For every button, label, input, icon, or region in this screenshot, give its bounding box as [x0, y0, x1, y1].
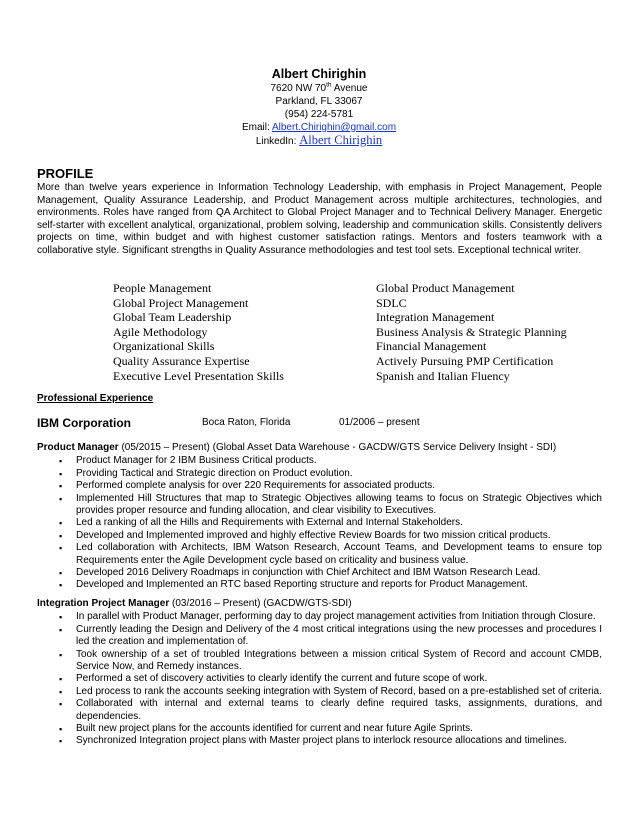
list-item: ▪ Took ownership of a set of troubled Integrations between a mission critical System of Record and account CMDB, Service Now, and Remedy instances.	[37, 649, 602, 674]
skills-left-column	[113, 281, 353, 383]
company-name: IBM Corporation	[37, 416, 131, 430]
list-item: ▪ In parallel with Product Manager, performing day to day project management activities from Initiation through Closure.	[37, 611, 602, 623]
skill-item: Integration Management	[376, 310, 495, 325]
list-item: ▪ Performed a set of discovery activities to clearly identify the current and future scope of work.	[37, 673, 602, 685]
list-item: ▪ Implemented Hill Structures that map to Strategic Objectives allowing teams to focus on Strategic Objectives which provides proper resource and funding allocation, and clear visibility to Executives.	[37, 493, 602, 518]
list-item: ▪ Developed and Implemented an RTC based Reporting structure and reports for Product Management.	[37, 579, 602, 591]
role-integration-project-manager	[37, 598, 602, 748]
profile-summary: More than twelve years experience in Information Technology Leadership, with emphasis in Project Management, People Management, Quality Assurance Leadership, and Product Management across multiple architectures, technologies, and environments. Roles have ranged from QA Architect to Global Project Manager and to Technical Delivery Manager. Energetic self-starter with excellent analytical, organizational, problem solving, leadership and communication skills. Consistently delivers projects on time, within budget and with highest customer satisfaction ratings. Mentors and fosters teamwork with a collaborative style. Significant strengths in Quality Assurance methodologies and test tool sets. Exceptional technical writer.	[37, 182, 602, 256]
linkedin-label: LinkedIn:	[255, 136, 300, 147]
skill-item: Business Analysis & Strategic Planning	[376, 324, 567, 339]
experience-heading: Professional Experience	[37, 393, 154, 404]
company-location: Boca Raton, Florida	[202, 417, 291, 428]
company-row	[37, 415, 602, 431]
street-address	[0, 82, 638, 95]
skill-item: Spanish and Italian Fluency	[376, 368, 510, 383]
skill-item: Global Project Management	[113, 295, 249, 310]
role-bullets	[37, 611, 602, 747]
list-item: ▪ Developed and Implemented improved and highly effective Review Boards for two mission critical products.	[37, 530, 602, 542]
list-item: ▪ Led collaboration with Architects, IBM Watson Research, Account Teams, and Development teams to ensure top Requirements enter the Agile Development cycle based on criticality and business value.	[37, 542, 602, 567]
skill-item: Organizational Skills	[113, 339, 215, 354]
list-item: ▪ Currently leading the Design and Delivery of the 4 most critical integrations using the new processes and procedures I led the creation and implementation of.	[37, 624, 602, 649]
candidate-name: Albert Chirighin	[271, 67, 367, 81]
street-ordinal: th	[326, 81, 332, 89]
role-product-manager	[37, 442, 602, 592]
role-title: Product Manager	[37, 442, 119, 453]
linkedin-link[interactable]: Albert Chirighin	[299, 133, 383, 147]
contact-header	[0, 66, 638, 148]
skill-item: Quality Assurance Expertise	[113, 353, 250, 368]
phone-number: (954) 224-5781	[284, 109, 354, 120]
list-item: ▪ Providing Tactical and Strategic direction on Product evolution.	[37, 468, 602, 480]
skill-item: Financial Management	[376, 339, 487, 354]
city-line: Parkland, FL 33067	[275, 96, 363, 107]
list-item: ▪ Developed 2016 Delivery Roadmaps in conjunction with Chief Architect and IBM Watson Research Lead.	[37, 567, 602, 579]
email-label: Email:	[241, 122, 272, 133]
skill-item: SDLC	[376, 295, 407, 310]
email-link[interactable]: Albert.Chirighin@gmail.com	[271, 122, 397, 133]
role-detail: (03/2016 – Present) (GACDW/GTS-SDI)	[169, 598, 352, 609]
list-item: ▪ Led process to rank the accounts seeking integration with System of Record, based on a pre-established set of criteria.	[37, 686, 602, 698]
skill-item: Global Team Leadership	[113, 310, 232, 325]
role-header	[37, 598, 602, 610]
role-header	[37, 442, 602, 454]
list-item: ▪ Led a ranking of all the Hills and Requirements with External and Internal Stakeholders.	[37, 517, 602, 529]
linkedin-line	[0, 134, 638, 148]
role-detail: (05/2015 – Present) (Global Asset Data Warehouse - GACDW/GTS Service Delivery Insight - SDI)	[118, 442, 557, 453]
list-item: ▪ Built new project plans for the accounts identified for current and near future Agile Sprints.	[37, 723, 602, 735]
street-name: Avenue	[331, 83, 368, 94]
profile-heading: PROFILE	[37, 166, 94, 181]
role-bullets	[37, 455, 602, 591]
employment-dates: 01/2006 – present	[339, 417, 420, 428]
street-number: 7620 NW 70	[270, 83, 327, 94]
list-item: ▪ Product Manager for 2 IBM Business Critical products.	[37, 455, 602, 467]
role-title: Integration Project Manager	[37, 598, 170, 609]
skill-item: People Management	[113, 281, 212, 295]
skill-item: Executive Level Presentation Skills	[113, 368, 284, 383]
list-item: ▪ Synchronized Integration project plans with Master project plans to interlock resource allocations and timelines.	[37, 735, 602, 747]
skill-item: Actively Pursuing PMP Certification	[376, 353, 554, 368]
skill-item: Global Product Management	[376, 281, 515, 295]
skill-item: Agile Methodology	[113, 324, 208, 339]
list-item: ▪ Collaborated with internal and external teams to clearly define required tasks, assignments, durations, and dependencies.	[37, 698, 602, 723]
list-item: ▪ Performed complete analysis for over 220 Requirements for associated products.	[37, 480, 602, 492]
skills-right-column	[376, 281, 616, 383]
